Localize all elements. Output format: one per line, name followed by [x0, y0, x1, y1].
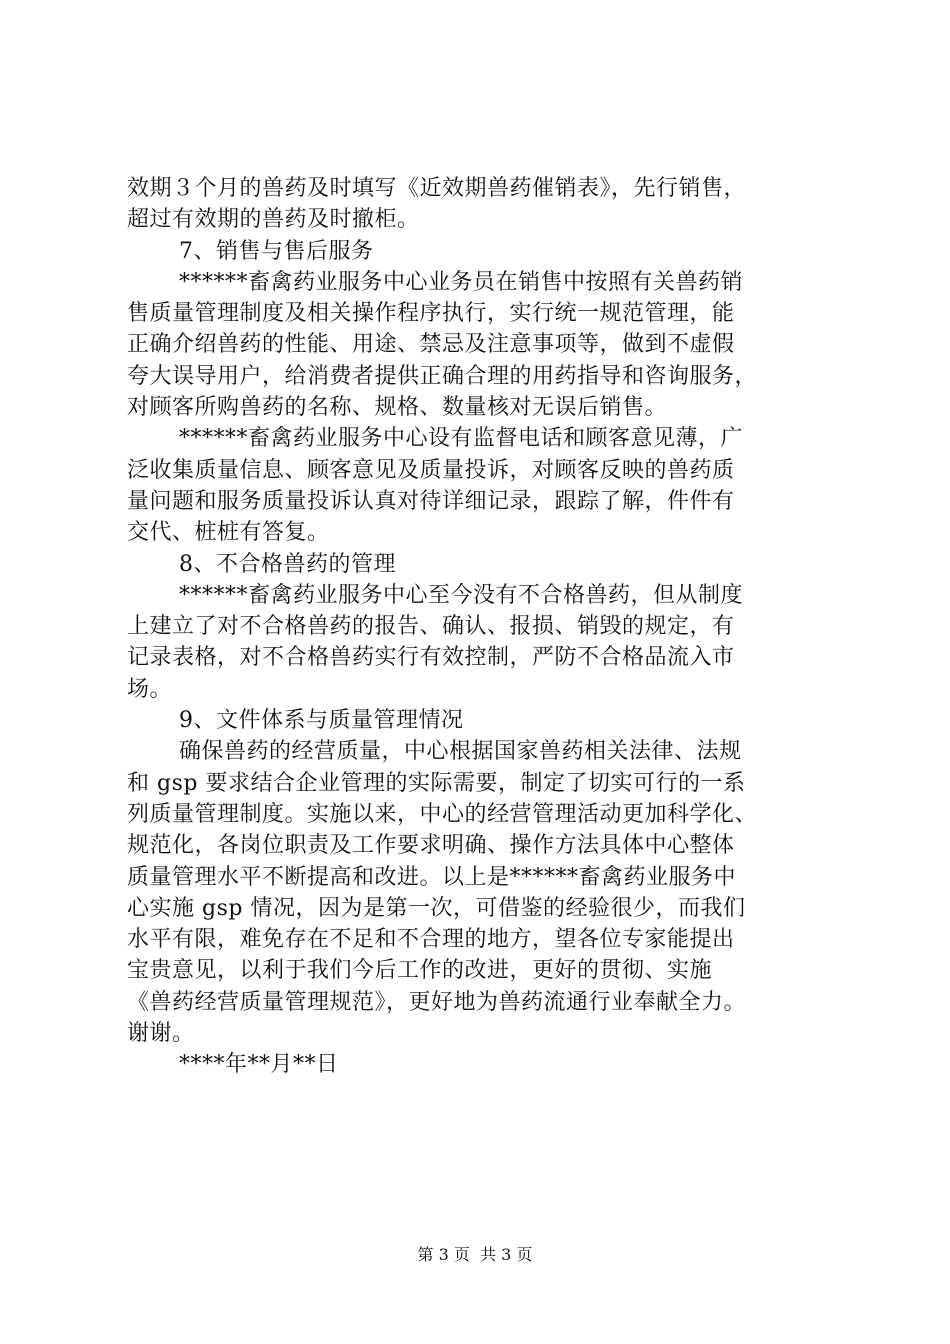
section-heading: 8、不合格兽药的管理 [179, 551, 396, 577]
text-line: 和 gsp 要求结合企业管理的实际需要，制定了切实可行的一系 [127, 770, 746, 796]
document-body [127, 173, 847, 1081]
text-line: 规范化，各岗位职责及工作要求明确、操作方法具体中心整体 [127, 833, 735, 859]
text-line: 超过有效期的兽药及时撤柜。 [127, 207, 420, 233]
text-line: 泛收集质量信息、顾客意见及质量投诉，对顾客反映的兽药质 [127, 457, 735, 483]
page-footer: 第 3 页 共 3 页 [417, 1245, 533, 1264]
section-heading: 7、销售与售后服务 [179, 238, 374, 264]
text-line: 夸大误导用户，给消费者提供正确合理的用药指导和咨询服务， [127, 363, 758, 389]
text-line: 效期３个月的兽药及时填写《近效期兽药催销表》，先行销售， [127, 176, 747, 201]
text-line: ******畜禽药业服务中心业务员在销售中按照有关兽药销 [179, 269, 744, 295]
text-line: 确保兽药的经营质量，中心根据国家兽药相关法律、法规 [179, 739, 742, 765]
text-line: 谢谢。 [127, 1021, 195, 1047]
text-line: 量问题和服务质量投诉认真对待详细记录，跟踪了解，件件有 [127, 488, 735, 514]
text-line: 正确介绍兽药的性能、用途、禁忌及注意事项等，做到不虚假 [127, 332, 735, 358]
text-line: 交代、桩桩有答复。 [127, 520, 330, 546]
text-line: 宝贵意见，以利于我们今后工作的改进，更好的贯彻、实施 [127, 958, 713, 984]
text-line: 对顾客所购兽药的名称、规格、数量核对无误后销售。 [127, 395, 668, 421]
section-heading: 9、文件体系与质量管理情况 [179, 708, 464, 734]
text-line: ******畜禽药业服务中心至今没有不合格兽药，但从制度 [179, 582, 744, 608]
text-line: 售质量管理制度及相关操作程序执行，实行统一规范管理，能 [127, 301, 735, 327]
text-line: 记录表格，对不合格兽药实行有效控制，严防不合格品流入市 [127, 645, 735, 671]
text-line: 水平有限，难免存在不足和不合理的地方，望各位专家能提出 [127, 927, 735, 953]
text-line: ******畜禽药业服务中心设有监督电话和顾客意见薄，广 [179, 426, 744, 452]
text-line: 列质量管理制度。实施以来，中心的经营管理活动更加科学化、 [127, 801, 758, 827]
text-line: 《兽药经营质量管理规范》，更好地为兽药流通行业奉献全力。 [127, 989, 747, 1015]
text-line: 心实施 gsp 情况，因为是第一次，可借鉴的经验很少，而我们 [127, 895, 746, 921]
text-line: 上建立了对不合格兽药的报告、确认、报损、销毁的规定，有 [127, 614, 735, 640]
text-line: 质量管理水平不断提高和改进。以上是******畜禽药业服务中 [127, 864, 737, 890]
text-line: 场。 [127, 676, 173, 702]
date-line: ****年**月**日 [179, 1052, 339, 1078]
